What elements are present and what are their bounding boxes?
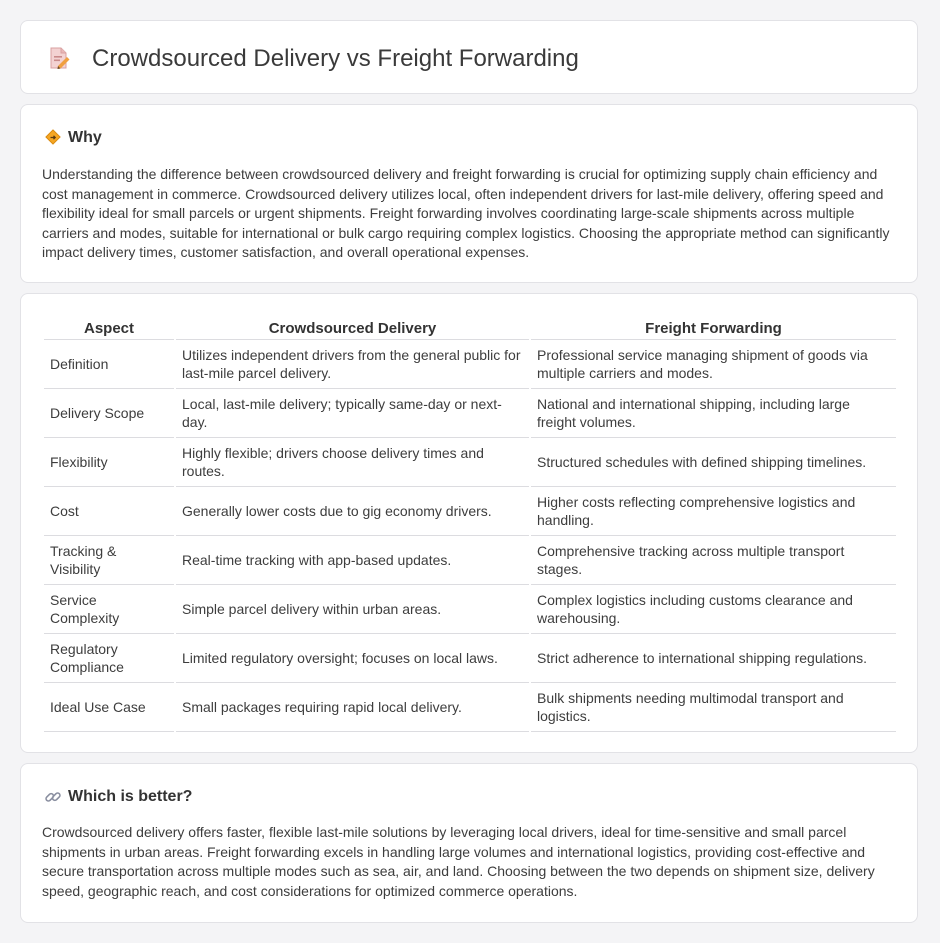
aspect-cell: Definition bbox=[44, 340, 174, 389]
crowdsourced-cell: Small packages requiring rapid local delivery. bbox=[176, 683, 529, 732]
link-icon bbox=[44, 788, 62, 806]
why-text: Understanding the difference between crowdsourced delivery and freight forwarding is crucial for optimizing supply chain efficiency and cost management in commerce. Crowdsourced delivery utilizes local, often independent drivers for last-mile delivery, offering speed and flexibility ideal for small parcels or urgent shipments. Freight forwarding involves coordinating large-scale shipments across multiple carriers and modes, suitable for international or bulk cargo requiring complex logistics. Choosing the appropriate method can significantly impact delivery times, customer satisfaction, and overall operational expenses. bbox=[42, 166, 890, 261]
document-edit-icon bbox=[47, 46, 71, 70]
freight-cell: Professional service managing shipment of goods via multiple carriers and modes. bbox=[531, 340, 896, 389]
aspect-cell: Tracking & Visibility bbox=[44, 536, 174, 585]
page-title: Crowdsourced Delivery vs Freight Forwarding bbox=[92, 45, 579, 72]
table-row bbox=[44, 585, 896, 634]
freight-cell: Higher costs reflecting comprehensive logistics and handling. bbox=[531, 487, 896, 536]
table-row bbox=[44, 634, 896, 683]
column-header-aspect: Aspect bbox=[44, 315, 174, 340]
freight-cell: Bulk shipments needing multimodal transport and logistics. bbox=[531, 683, 896, 732]
aspect-cell: Service Complexity bbox=[44, 585, 174, 634]
freight-cell: Complex logistics including customs clearance and warehousing. bbox=[531, 585, 896, 634]
crowdsourced-cell: Local, last-mile delivery; typically same-day or next-day. bbox=[176, 389, 529, 438]
which-text: Crowdsourced delivery offers faster, flexible last-mile solutions by leveraging local drivers, ideal for time-sensitive and small parcel shipments in urban areas. Freight forwarding excels in handling large volumes and international logistics, providing cost-effective and secure transportation across multiple modes such as sea, air, and land. Choosing between the two depends on shipment size, delivery speed, geographic reach, and cost considerations for optimized commerce operations. bbox=[42, 824, 875, 899]
freight-cell: Strict adherence to international shipping regulations. bbox=[531, 634, 896, 683]
table-row bbox=[44, 389, 896, 438]
aspect-cell: Regulatory Compliance bbox=[44, 634, 174, 683]
aspect-cell: Cost bbox=[44, 487, 174, 536]
comparison-table bbox=[42, 315, 898, 732]
table-header-row bbox=[44, 315, 896, 340]
aspect-cell: Flexibility bbox=[44, 438, 174, 487]
table-row bbox=[44, 438, 896, 487]
why-heading: Why bbox=[68, 129, 102, 146]
table-row bbox=[44, 536, 896, 585]
comparison-card bbox=[20, 293, 918, 753]
which-heading: Which is better? bbox=[68, 788, 193, 805]
table-row bbox=[44, 487, 896, 536]
aspect-cell: Delivery Scope bbox=[44, 389, 174, 438]
column-header-freight: Freight Forwarding bbox=[531, 315, 896, 340]
freight-cell: National and international shipping, including large freight volumes. bbox=[531, 389, 896, 438]
crowdsourced-cell: Utilizes independent drivers from the general public for last-mile parcel delivery. bbox=[176, 340, 529, 389]
header-card bbox=[20, 20, 918, 94]
freight-cell: Comprehensive tracking across multiple transport stages. bbox=[531, 536, 896, 585]
crowdsourced-cell: Limited regulatory oversight; focuses on local laws. bbox=[176, 634, 529, 683]
road-sign-icon bbox=[44, 128, 62, 146]
crowdsourced-cell: Simple parcel delivery within urban areas. bbox=[176, 585, 529, 634]
aspect-cell: Ideal Use Case bbox=[44, 683, 174, 732]
crowdsourced-cell: Real-time tracking with app-based updates. bbox=[176, 536, 529, 585]
table-row bbox=[44, 683, 896, 732]
table-row bbox=[44, 340, 896, 389]
crowdsourced-cell: Generally lower costs due to gig economy drivers. bbox=[176, 487, 529, 536]
crowdsourced-cell: Highly flexible; drivers choose delivery times and routes. bbox=[176, 438, 529, 487]
freight-cell: Structured schedules with defined shipping timelines. bbox=[531, 438, 896, 487]
which-section bbox=[20, 763, 918, 923]
column-header-crowdsourced: Crowdsourced Delivery bbox=[176, 315, 529, 340]
why-section bbox=[20, 104, 918, 283]
